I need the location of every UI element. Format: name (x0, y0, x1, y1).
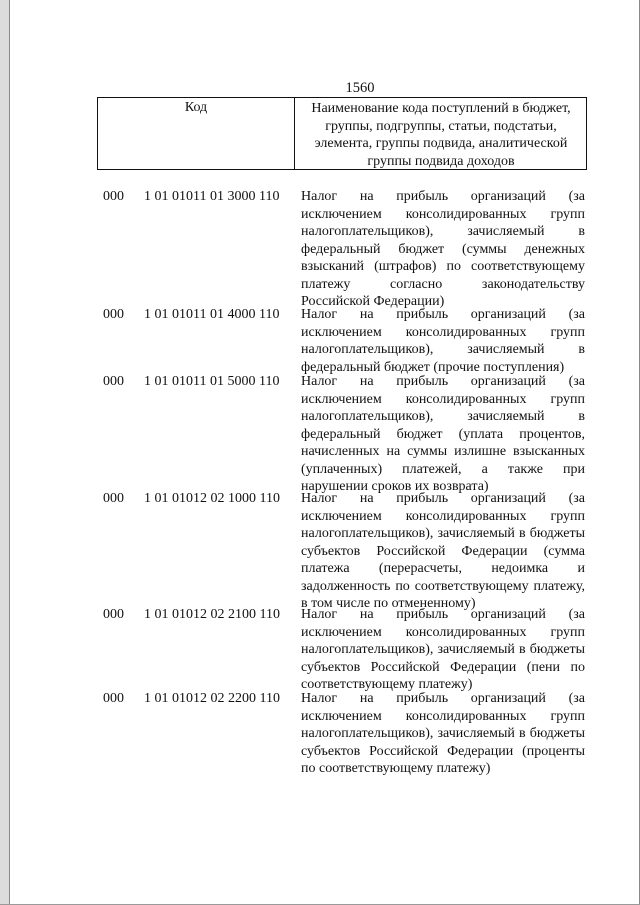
revenue-code-name: Налог на прибыль организаций (за исключением консолидированных групп налогоплательщиков), зачисляемый в федеральный бюджет (прочие поступления) (301, 307, 585, 375)
revenue-code-name: Налог на прибыль организаций (за исключением консолидированных групп налогоплательщиков), зачисляемый в бюджеты субъектов Российской Федерации (проценты по соответствующему платежу) (301, 691, 585, 776)
admin-code: 000 (103, 491, 124, 506)
revenue-code-name: Налог на прибыль организаций (за исключением консолидированных групп налогоплательщиков), зачисляемый в федеральный бюджет (уплата процентов, начисленных на суммы излишне взысканных (уплаченных) платежей, а также при нарушении сроков их возврата) (301, 374, 585, 494)
revenue-code-name: Налог на прибыль организаций (за исключением консолидированных групп налогоплательщиков), зачисляемый в бюджеты субъектов Российской Федерации (пени по соответствующему платежу) (301, 607, 585, 692)
budget-classification-code: 1 01 01012 02 2200 110 (144, 691, 280, 706)
admin-code: 000 (103, 691, 124, 706)
admin-code: 000 (103, 607, 124, 622)
header-name-column: Наименование кода поступлений в бюджет, группы, подгруппы, статьи, подстатьи, элемента, группы подвида, аналитической группы подвида доходов (311, 101, 571, 169)
admin-code: 000 (103, 189, 124, 204)
revenue-code-name: Налог на прибыль организаций (за исключением консолидированных групп налогоплательщиков), зачисляемый в бюджеты субъектов Российской Федерации (сумма платежа (перерасчеты, недоимка и задолженность по соответствующему платежу, в том числе по отмененному) (301, 491, 585, 611)
admin-code: 000 (103, 374, 124, 389)
scan-left-edge (0, 0, 10, 905)
page-number: 1560 (345, 80, 375, 96)
budget-classification-code: 1 01 01011 01 5000 110 (144, 374, 280, 389)
header-code-column: Код (184, 100, 208, 115)
budget-classification-code: 1 01 01011 01 3000 110 (144, 189, 280, 204)
budget-classification-code: 1 01 01012 02 2100 110 (144, 607, 280, 622)
revenue-code-name: Налог на прибыль организаций (за исключением консолидированных групп налогоплательщиков), зачисляемый в федеральный бюджет (суммы денежных взысканий (штрафов) по соответствующему платежу согласно законодательству Российской Федерации) (301, 189, 585, 309)
table-header (97, 97, 587, 170)
budget-classification-code: 1 01 01012 02 1000 110 (144, 491, 280, 506)
admin-code: 000 (103, 307, 124, 322)
budget-classification-code: 1 01 01011 01 4000 110 (144, 307, 280, 322)
